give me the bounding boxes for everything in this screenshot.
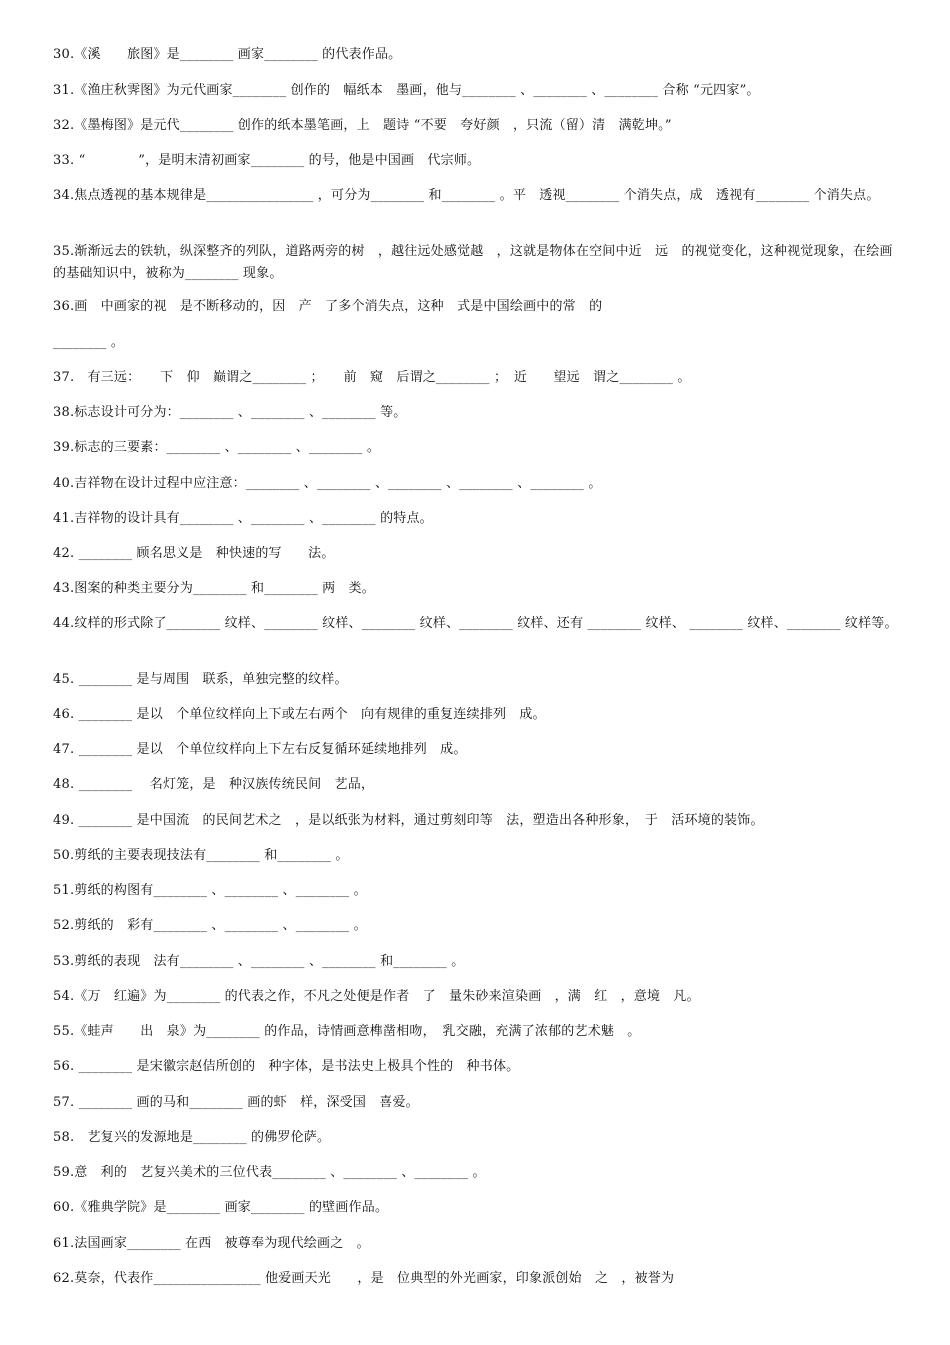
- question-35: 35.渐渐远去的铁轨，纵深整齐的列队，道路两旁的树 ，越往远处感觉越 ，这就是物体在空间中近 远 的视觉变化，这种视觉现象，在绘画的基础知识中，被称为________ 现象。: [53, 244, 893, 281]
- question-44: 44.纹样的形式除了________ 纹样、________ 纹样、________ 纹样、________ 纹样、还有 ________ 纹样、 ________ 纹样、________ 纹样等。: [53, 616, 898, 631]
- question-62: 62.莫奈，代表作________________ 他爱画天光 ，是 位典型的外光画家，印象派创始 之 ，被誉为: [53, 1271, 675, 1286]
- question-45: 45. ________ 是与周围 联系，单独完整的纹样。: [53, 672, 348, 687]
- question-48: 48. ________ 名灯笼，是 种汉族传统民间 艺品，: [53, 777, 375, 792]
- question-47: 47. ________ 是以 个单位纹样向上下左右反复循环延续地排列 成。: [53, 742, 467, 757]
- question-55: 55.《蛙声 出 泉》为________ 的作品，诗情画意榫凿相吻， 乳交融，充满了浓郁的艺术魅 。: [53, 1024, 641, 1039]
- question-32: 32.《墨梅图》是元代________ 创作的纸本墨笔画，上 题诗 “不要 夸好颜 ，只流（留）清 满乾坤。”: [53, 118, 672, 133]
- question-36: 36.画 中画家的视 是不断移动的，因 产 了多个消失点，这种 式是中国绘画中的常 的: [53, 299, 603, 314]
- question-58: 58. 艺复兴的发源地是________ 的佛罗伦萨。: [53, 1130, 331, 1145]
- question-36-blank: ________ 。: [53, 335, 125, 350]
- question-42: 42. ________ 顾名思义是 种快速的写 法。: [53, 546, 335, 561]
- question-60: 60.《雅典学院》是________ 画家________ 的壁画作品。: [53, 1200, 389, 1215]
- question-49: 49. ________ 是中国流 的民间艺术之 ，是以纸张为材料，通过剪刻印等 法，塑造出各种形象， 于 活环境的装饰。: [53, 813, 764, 828]
- question-33: 33. “ ”，是明末清初画家________ 的号，他是中国画 代宗师。: [53, 153, 481, 168]
- question-54: 54.《万 红遍》为________ 的代表之作，不凡之处便是作者 了 量朱砂来渲染画 ，满 红 ，意境 凡。: [53, 989, 700, 1004]
- question-34: 34.焦点透视的基本规律是________________ ，可分为________ 和________ 。平 透视________ 个消失点，成 透视有________ 个消失点。: [53, 188, 880, 203]
- question-59: 59.意 利的 艺复兴美术的三位代表________ 、________ 、________ 。: [53, 1165, 486, 1180]
- question-41: 41.吉祥物的设计具有________ 、________ 、________ 的特点。: [53, 511, 433, 526]
- question-56: 56. ________ 是宋徽宗赵佶所创的 种字体，是书法史上极具个性的 种书体。: [53, 1059, 520, 1074]
- question-51: 51.剪纸的构图有________ 、________ 、________ 。: [53, 883, 367, 898]
- question-53: 53.剪纸的表现 法有________ 、________ 、________ 和________ 。: [53, 954, 465, 969]
- question-30: 30.《溪 旅图》是________ 画家________ 的代表作品。: [53, 47, 402, 62]
- question-43: 43.图案的种类主要分为________ 和________ 两 类。: [53, 581, 375, 596]
- question-31: 31.《渔庄秋霁图》为元代画家________ 创作的 幅纸本 墨画，他与________ 、________ 、________ 合称 “元四家”。: [53, 83, 760, 98]
- question-46: 46. ________ 是以 个单位纹样向上下或左右两个 向有规律的重复连续排列 成。: [53, 707, 546, 722]
- question-39: 39.标志的三要素：________ 、________ 、________ 。: [53, 440, 381, 455]
- question-50: 50.剪纸的主要表现技法有________ 和________ 。: [53, 848, 349, 863]
- question-57: 57. ________ 画的马和________ 画的虾 样，深受国 喜爱。: [53, 1095, 419, 1110]
- question-38: 38.标志设计可分为：________ 、________ 、________ 等。: [53, 405, 407, 420]
- question-61: 61.法国画家________ 在西 被尊奉为现代绘画之 。: [53, 1236, 370, 1251]
- question-37: 37. 有三远： 下 仰 巅谓之________ ； 前 窥 后谓之________ ； 近 望远 谓之________ 。: [53, 370, 691, 385]
- question-40: 40.吉祥物在设计过程中应注意：________ 、________ 、________ 、________ 、________ 。: [53, 476, 602, 491]
- question-52: 52.剪纸的 彩有________ 、________ 、________ 。: [53, 918, 367, 933]
